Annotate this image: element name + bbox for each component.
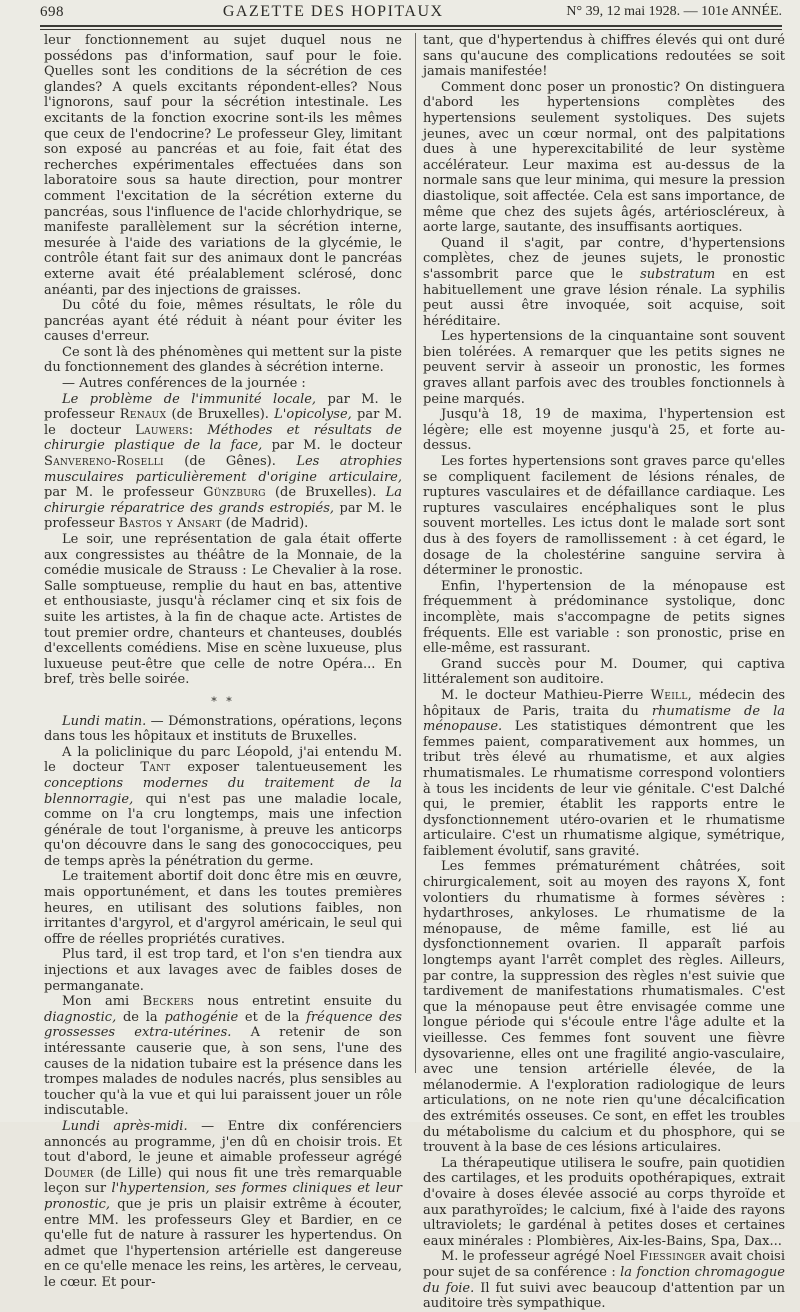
text: par M. le docteur — [262, 438, 402, 454]
author-name: Günzburg — [203, 485, 266, 501]
paragraph — [44, 745, 402, 870]
paragraph — [423, 1249, 785, 1311]
paragraph: Du côté du foie, mêmes résultats, le rôle du pancréas ayant été réduit à néant pour éviter les causes d'erreur. — [44, 298, 402, 345]
page-number: 698 — [40, 3, 64, 20]
paragraph — [44, 994, 402, 1119]
issue-info: N° 39, 12 mai 1928. — 101e ANNÉE. — [566, 4, 782, 19]
author-name: Tant — [140, 760, 171, 776]
text: A retenir de son intéressante causerie que, à son sens, l'une des causes de la nidation tubaire est la présence dans les trompes malades de nodules nacrés, plus sensibles au toucher qu'à la vue et qui lui paraissent jouer un rôle indiscutable. — [44, 1025, 402, 1119]
author-name: Sanvereno-Roselli — [44, 454, 164, 470]
paragraph — [423, 688, 785, 860]
author-name: Doumer — [44, 1165, 94, 1181]
text: (de Bruxelles). — [265, 485, 386, 501]
paragraph: tant, que d'hypertendus à chiffres élevés qui ont duré sans qu'aucune des complications redoutées se soit jamais manifestée! — [423, 33, 785, 80]
journal-title: GAZETTE DES HOPITAUX — [222, 3, 444, 20]
paragraph — [423, 236, 785, 330]
paragraph: Le soir, une représentation de gala était offerte aux congressistes au théâtre de la Monnaie, de la comédie musicale de Strauss : Le Chevalier à la rose. Salle somptueuse, remplie du haut en bas, attentive et enthousiaste, jusqu'à réclamer cinq et six fois de suite les artistes, à la fin de chaque acte. Artistes de tout premier ordre, chanteurs et chanteuses, doublés d'excellents comédiens. Mise en scène luxueuse, plus luxueuse peut-être que celle de notre Opéra... En bref, très belle soirée. — [44, 532, 402, 688]
text: (de Madrid). — [221, 516, 309, 532]
text: M. le professeur agrégé Noel — [441, 1249, 640, 1265]
title-text: Les atrophies musculaires particulièrement d'origine articulaire, — [44, 454, 402, 485]
header-rule-thick — [40, 25, 782, 27]
title-text: fréquence des grossesses extra-utérines. — [44, 1009, 402, 1041]
text: M. le docteur Mathieu-Pierre — [441, 687, 651, 703]
text: , médecin des hôpitaux de Paris, traita du — [423, 687, 785, 719]
text: qui n'est pas une maladie locale, comme on l'a cru longtemps, mais une infection générale de tout l'organisme, à preuve les anticorps qu'on découvre dans le sang des gonococciques, peu de temps après la pénétration du germe. — [44, 791, 402, 869]
section-separator: * * — [211, 694, 235, 708]
paragraph: Le traitement abortif doit donc être mis en œuvre, mais opportunément, et dans les toutes premières heures, en utilisant des solutions faibles, non irritantes d'argyrol, et d'argyrol américain, le seul qui offre de réelles propriétés curatives. — [44, 869, 402, 947]
paragraph: Enfin, l'hypertension de la ménopause est fréquemment à prédominance systolique, donc incomplète, mais s'accompagne de petits signes fréquents. Elle est variable : son pronostic, prise en elle-même, est rassurant. — [423, 578, 785, 657]
text: (de Lille) qui nous fit une très remarquable leçon sur — [44, 1165, 402, 1197]
column-divider — [415, 33, 416, 1073]
text: Les statistiques démontrent que les femmes paient, comparativement aux hommes, un tribut très élevé au rhumatisme, et aux algies rhumatismales. Le rhumatisme correspond volontiers à tous les incidents de leur vie génitale. C'est Dalché qui, le premier, établit les rapports entre le dysfonctionnement utéro-ovarien et le rhumatisme articulaire. C'est un rhumatisme algique, symétrique, faiblement évolutif, sans gravité. — [423, 719, 785, 859]
section-heading: Lundi après-midi. — [62, 1118, 188, 1134]
text: Il fut suivi avec beaucoup d'attention par un auditoire très sympathique. — [423, 1280, 785, 1312]
paragraph: Les hypertensions de la cinquantaine sont souvent bien tolérées. A remarquer que les petits signes ne peuvent servir à asseoir un pronostic, les formes graves allant parfois avec des troubles fonctionnels à peine marqués. — [423, 329, 785, 407]
text: exposer talentueusement les — [170, 760, 402, 776]
page-header — [40, 0, 782, 24]
left-column — [44, 33, 402, 1291]
text: par M. le docteur — [44, 407, 402, 438]
term-text: substratum — [640, 266, 716, 282]
text: A la policlinique du parc Léopold, j'ai entendu M. le docteur — [44, 744, 402, 776]
author-name: Bastos y Ansart — [118, 516, 222, 532]
text: que je pris un plaisir extrême à écouter, entre MM. les professeurs Gley et Bardier, en ce qu'elle fut de nature à rassurer les hypertendus. On admet que l'hypertension artérielle est dangereuse en ce qu'elle menace les reins, les artères, le cerveau, le cœur. Et pour- — [44, 1196, 402, 1290]
title-text: Le problème de l'immunité locale, — [62, 391, 317, 407]
paragraph: La thérapeutique utilisera le soufre, pain quotidien des cartilages, et les produits opothérapiques, extrait d'ovaire à doses élevée associé au corps thyroïde et aux parathyroïdes; le calcium, fixé à l'aide des rayons ultraviolets; le gardénal à petites doses et certaines eaux minérales : Plombières, Aix-les-Bains, Spa, Dax... — [423, 1155, 785, 1249]
title-text: la fonction chromagogue du foie. — [423, 1264, 785, 1296]
author-name: Fiessinger — [639, 1249, 706, 1265]
text: en est habituellement une grave lésion rénale. La syphilis peut aussi être invoquée, soit acquise, soit héréditaire. — [423, 266, 785, 329]
author-name: Renaux — [119, 407, 167, 423]
text: : — [188, 422, 208, 438]
right-column — [423, 33, 785, 1312]
paragraph-conferences — [44, 392, 402, 532]
paragraph: — Autres conférences de la journée : — [62, 376, 306, 392]
title-text: diagnostic, — [44, 1009, 117, 1025]
text: avait choisi pour sujet de sa conférence : — [423, 1249, 785, 1280]
title-text: pathogénie — [164, 1009, 239, 1025]
paragraph: Les fortes hypertensions sont graves parce qu'elles se compliquent facilement de lésions rénales, de ruptures vasculaires et de défaillance cardiaque. Les ruptures vasculaires encéphaliques sont le plus souvent mortelles. Les ictus dont le malade sort sont dus à des foyers de ramollissement : à cet égard, le dosage de la cholestérine sanguine servira à déterminer le pronostic. — [423, 454, 785, 579]
text: (de Gênes). — [163, 454, 297, 470]
paragraph — [44, 1119, 402, 1291]
title-text: La chirurgie réparatrice des grands estropiés, — [44, 485, 402, 516]
header-rule-thin — [40, 29, 782, 30]
text: et de la — [238, 1009, 307, 1025]
text: par M. le professeur — [44, 500, 402, 532]
author-name: Lauwers — [135, 422, 189, 438]
text: — Démonstrations, opérations, leçons dans tous les hôpitaux et instituts de Bruxelles. — [44, 713, 402, 745]
paragraph: Plus tard, il est trop tard, et l'on s'en tiendra aux injections et aux lavages avec de faibles doses de permanganate. — [44, 947, 402, 994]
title-text: l'hypertension, ses formes cliniques et leur pronostic, — [44, 1181, 402, 1212]
paragraph: Grand succès pour M. Doumer, qui captiva littéralement son auditoire. — [423, 656, 785, 688]
paragraph: Comment donc poser un pronostic? On distinguera d'abord les hypertensions complètes des hypertensions seulement systoliques. Des sujets jeunes, avec un cœur normal, ont des palpitations dues à une hyperexcitabilité de leur système accélérateur. Leur maxima est au-dessus de la normale sans que leur minima, qui mesure la pression diastolique, soit affectée. Cela est sans importance, de même que chez des sujets âgés, artérioscléreux, à aorte large, sautante, des insuffisants aortiques. — [423, 79, 785, 236]
title-text: Méthodes et résultats de chirurgie plastique de la face, — [44, 422, 402, 454]
text: par M. le professeur — [44, 391, 402, 423]
author-name: Beckers — [142, 994, 194, 1010]
paragraph — [44, 714, 402, 745]
paragraph: Les femmes prématurément châtrées, soit chirurgicalement, soit au moyen des rayons X, font volontiers du rhumatisme à formes sévères : hydarthroses, ankyloses. Le rhumatisme de la ménopause, de même famille, est lié au dysfonctionnement ovarien. Il apparaît parfois longtemps ayant l'arrêt complet des règles. Ailleurs, par contre, la suppression des règles n'est suivie que tardivement de manifestations rhumatismales. C'est que la ménopause peut être envisagée comme une longue période qui s'écoule entre l'âge adulte et la vieillesse. Ces femmes font souvent une fièvre dysovarienne, elles ont une fragilité angio-vasculaire, avec une tension artérielle élevée, de la mélanodermie. A l'exploration radiologique de leurs articulations, on ne note rien qu'une décalcification des extrémités osseuses. Ce sont, en effet les troubles du métabolisme du calcium et du phosphore, qui se trouvent à la base de ces lésions articulaires. — [423, 859, 785, 1156]
title-text: conceptions modernes du traitement de la blennorragie, — [44, 775, 402, 807]
text: nous entretint ensuite du — [193, 994, 402, 1010]
text: Quand il s'agit, par contre, d'hypertensions complètes, chez de jeunes sujets, le pronostic s'assombrit parce que le — [423, 235, 785, 282]
paragraph: leur fonctionnement au sujet duquel nous ne possédons pas d'information, sauf pour le foie. Quelles sont les conditions de la sécrétion de ces glandes? A quels excitants répondent-elles? Nous l'ignorons, sauf pour la sécrétion intestinale. Les excitants de la fonction exocrine sont-ils les mêmes que ceux de l'endocrine? Le professeur Gley, limitant son exposé au pancréas et au foie, fait état des recherches expérimentales effectuées dans son laboratoire sous sa haute direction, pour montrer comment l'excitation de la sécrétion externe du pancréas, sous l'influence de l'acide chlorhydrique, se manifeste parallèlement sur la sécrétion interne, mesurée à l'aide des variations de la glycémie, le contrôle étant fait sur des animaux dont le pancréas externe avait été préalablement sclérosé, donc anéanti, par des injections de graisses. — [44, 33, 402, 298]
paragraph: Ce sont là des phénomènes qui mettent sur la piste du fonctionnement des glandes à sécrétion interne. — [44, 344, 402, 376]
title-text: L'opicolyse, — [274, 407, 352, 423]
text: — Entre dix conférenciers annoncés au programme, j'en dû en choisir trois. Et tout d'abord, le jeune et aimable professeur agrégé — [44, 1118, 402, 1166]
section-heading: Lundi matin. — [62, 713, 147, 729]
author-name: Weill — [650, 687, 688, 703]
text: de la — [116, 1009, 165, 1025]
text: par M. le professeur — [44, 485, 204, 501]
title-text: rhumatisme de la ménopause. — [423, 703, 785, 735]
text: (de Bruxelles). — [166, 407, 275, 423]
text: Mon ami — [62, 994, 143, 1010]
paragraph: Jusqu'à 18, 19 de maxima, l'hypertension est légère; elle est moyenne jusqu'à 25, et forte au-dessus. — [423, 407, 785, 454]
